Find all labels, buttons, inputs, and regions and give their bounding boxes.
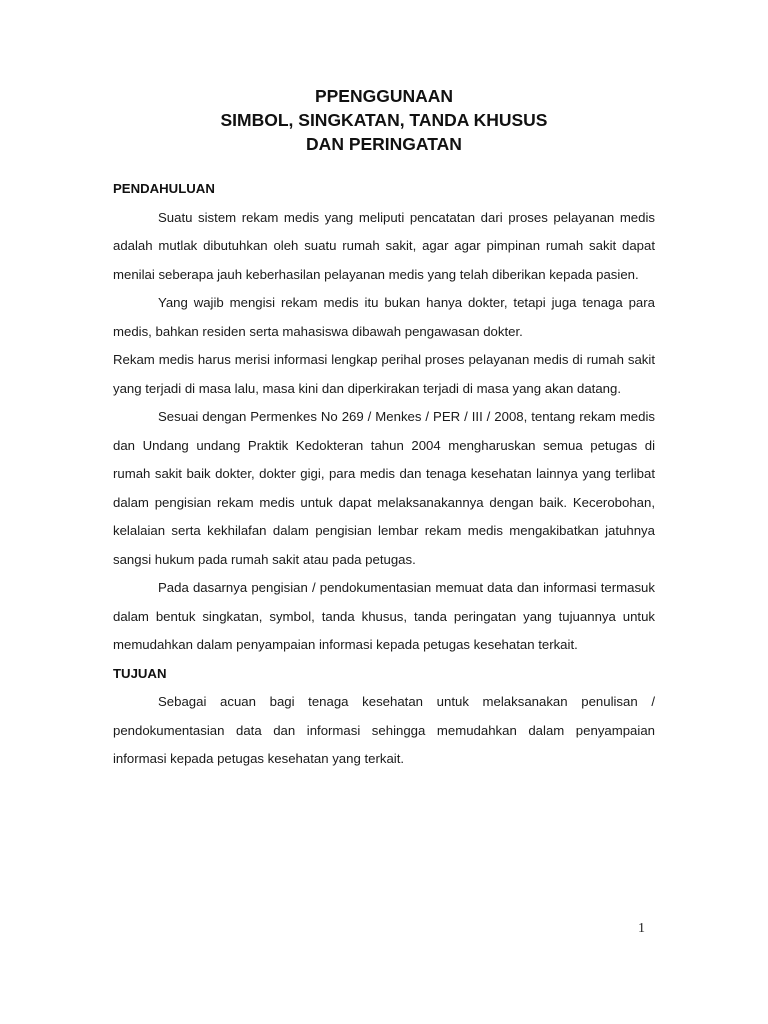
title-line-2: SIMBOL, SINGKATAN, TANDA KHUSUS (220, 110, 548, 130)
paragraph: Yang wajib mengisi rekam medis itu bukan hanya dokter, tetapi juga tenaga para medis, bahkan residen serta mahasiswa dibawah pengawasan dokter. (113, 295, 655, 339)
document-title (0, 84, 768, 156)
paragraph: Suatu sistem rekam medis yang meliputi pencatatan dari proses pelayanan medis adalah mutlak dibutuhkan oleh suatu rumah sakit, agar agar pimpinan rumah sakit dapat menilai seberapa jauh keberhasilan pelayanan medis yang telah diberikan kepada pasien. (113, 209, 655, 282)
page-number: 1 (638, 921, 645, 936)
section-heading-tujuan: TUJUAN (113, 665, 167, 681)
paragraph: Rekam medis harus merisi informasi lengkap perihal proses pelayanan medis di rumah sakit yang terjadi di masa lalu, masa kini dan diperkirakan terjadi di masa yang akan datang. (113, 352, 655, 396)
title-line-1: PPENGGUNAAN (314, 86, 454, 106)
paragraph: Sebagai acuan bagi tenaga kesehatan untuk melaksanakan penulisan / pendokumentasian data dan informasi sehingga memudahkan dalam penyampaian informasi kepada petugas kesehatan yang terkait. (113, 694, 655, 766)
document-body (113, 175, 655, 774)
paragraph: Sesuai dengan Permenkes No 269 / Menkes / PER / III / 2008, tentang rekam medis dan Undang undang Praktik Kedokteran tahun 2004 mengharuskan semua petugas di rumah sakit baik dokter, dokter gigi, para medis dan tenaga kesehatan lainnya yang terlibat dalam pengisian rekam medis untuk dapat melaksanakannya dengan baik. Kecerobohan, kelalaian serta kekhilafan dalam pengisian lembar rekam medis mengakibatkan jatuhnya sangsi hukum pada rumah sakit atau pada petugas. (113, 409, 655, 567)
section-heading-pendahuluan: PENDAHULUAN (113, 181, 215, 196)
paragraph: Pada dasarnya pengisian / pendokumentasian memuat data dan informasi termasuk dalam bentuk singkatan, symbol, tanda khusus, tanda peringatan yang tujuannya untuk memudahkan dalam penyampaian informasi kepada petugas kesehatan terkait. (113, 580, 655, 652)
title-line-3: DAN PERINGATAN (306, 134, 462, 154)
